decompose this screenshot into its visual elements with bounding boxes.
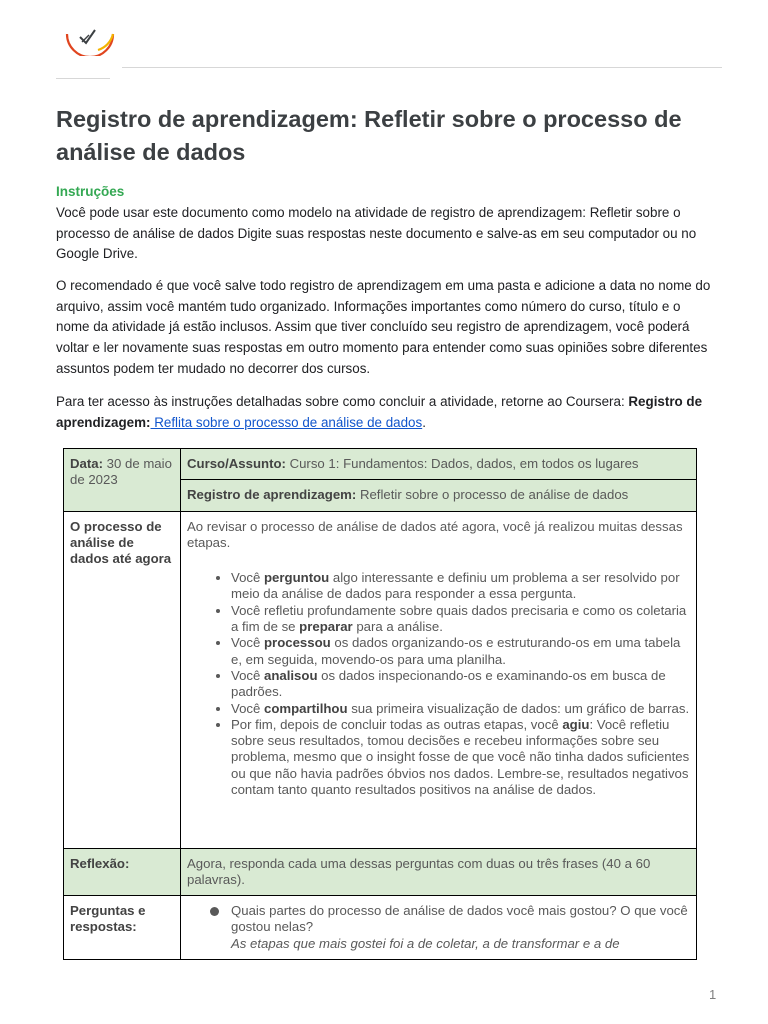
step-text-pre: Por fim, depois de concluir todas as outras etapas, você bbox=[231, 716, 563, 732]
step-text-post: sua primeira visualização de dados: um gráfico de barras. bbox=[347, 700, 690, 716]
course-value: Curso 1: Fundamentos: Dados, dados, em todos os lugares bbox=[285, 456, 639, 471]
table-row bbox=[64, 848, 697, 896]
learning-log-table bbox=[63, 448, 697, 960]
logo-divider bbox=[56, 78, 110, 79]
step-text-post: os dados inspecionando-os e examinando-os em busca de padrões. bbox=[231, 667, 666, 700]
paragraph-3-period: . bbox=[422, 414, 426, 430]
course-label: Curso/Assunto: bbox=[187, 456, 286, 471]
step-text-pre: Você refletiu profundamente sobre quais dados precisaria e como os coletaria a fim de se bbox=[231, 602, 687, 635]
step-text-bold: analisou bbox=[264, 667, 318, 683]
process-label: O processo de análise de dados até agora bbox=[64, 511, 181, 848]
step-text-post: para a análise. bbox=[352, 619, 443, 635]
table-row bbox=[64, 511, 697, 848]
page-number: 1 bbox=[709, 987, 717, 1002]
reflection-cell: Agora, responda cada uma dessas perguntas com duas ou três frases (40 a 60 palavras). bbox=[181, 848, 697, 896]
date-cell bbox=[64, 449, 181, 512]
process-step-item bbox=[231, 717, 690, 798]
process-steps-list bbox=[187, 570, 690, 798]
step-text-bold: preparar bbox=[299, 619, 353, 635]
header-rule bbox=[122, 67, 722, 68]
date-label: Data: bbox=[70, 456, 103, 471]
step-text-post: os dados organizando-os e estruturando-os em uma tabela e, em seguida, movendo-os para uma planilha. bbox=[231, 635, 681, 667]
table-row bbox=[64, 449, 697, 480]
course-cell bbox=[181, 449, 697, 480]
qa-label: Perguntas e respostas: bbox=[64, 896, 181, 960]
step-text-bold: compartilhou bbox=[264, 700, 348, 716]
step-text-pre: Você bbox=[231, 667, 264, 683]
instructions-paragraph-1: Você pode usar este documento como modelo na atividade de registro de aprendizagem: Refletir sobre o processo de análise de dados Digite suas respostas neste documento e salve-as em seu computador ou no Google Drive. bbox=[56, 205, 697, 262]
step-text-post: : Você refletiu sobre seus resultados, tomou decisões e recebeu informações sobre seu problema, mesmo que o insight fosse de que você não tinha dados suficientes ou que não havia padrões óbvios nos dados. Lembre-se, resultados negativos contam tanto quanto resultados positivos na análise de dados. bbox=[231, 716, 690, 798]
page-title: Registro de aprendizagem: Refletir sobre o processo de análise de dados bbox=[56, 106, 682, 165]
process-step-item bbox=[231, 635, 690, 668]
paragraph-3-text: Para ter acesso às instruções detalhadas sobre como concluir a atividade, retorne ao Coursera: bbox=[56, 394, 629, 409]
log-label: Registro de aprendizagem: bbox=[187, 487, 357, 503]
step-text-pre: Você bbox=[231, 635, 264, 651]
step-text-post: algo interessante e definiu um problema a ser resolvido por meio da análise de dados para responder a essa pergunta. bbox=[231, 570, 680, 602]
process-step-item bbox=[231, 668, 690, 701]
step-text-bold: agiu bbox=[562, 716, 590, 732]
step-text-bold: processou bbox=[264, 635, 331, 651]
process-intro: Ao revisar o processo de análise de dados até agora, você já realizou muitas dessas etapas. bbox=[187, 518, 683, 550]
step-text-pre: Você bbox=[231, 570, 264, 586]
instructions-heading: Instruções bbox=[56, 184, 125, 199]
table-row bbox=[64, 896, 697, 960]
reflection-label: Reflexão: bbox=[64, 848, 181, 896]
answer-text: As etapas que mais gostei foi a de coletar, a de transformar e a de bbox=[231, 935, 620, 951]
process-step-item bbox=[231, 603, 690, 636]
process-cell bbox=[181, 511, 697, 848]
tick-arc-logo-icon bbox=[62, 22, 118, 56]
questions-list bbox=[187, 903, 690, 952]
instructions-paragraph-2: O recomendado é que você salve todo registro de aprendizagem em uma pasta e adicione a data no nome do arquivo, assim você mantém tudo organizado. Informações importantes como número do curso, título e o nome da atividade já estão inclusos. Assim que tiver concluído seu registro de aprendizagem, você poderá voltar e ler novamente suas respostas em outro momento para entender como suas opiniões sobre diferentes assuntos podem ter mudado no decorrer dos cursos. bbox=[56, 278, 711, 376]
log-value: Refletir sobre o processo de análise de dados bbox=[356, 487, 629, 503]
step-text-pre: Você bbox=[231, 700, 264, 716]
question-item bbox=[231, 903, 690, 952]
instructions-paragraph-3 bbox=[56, 392, 716, 433]
qa-cell bbox=[181, 896, 697, 960]
step-text-bold: perguntou bbox=[264, 570, 330, 586]
process-step-item bbox=[231, 570, 690, 603]
question-text: Quais partes do processo de análise de dados você mais gostou? O que você gostou nelas? bbox=[231, 903, 688, 935]
log-name-cell bbox=[181, 480, 697, 511]
coursera-activity-link[interactable]: Reflita sobre o processo de análise de dados bbox=[150, 414, 423, 430]
date-value: 30 de maio de 2023 bbox=[70, 456, 172, 488]
paragraph-3-bold: Registro de aprendizagem: bbox=[56, 394, 703, 430]
process-step-item bbox=[231, 701, 690, 717]
